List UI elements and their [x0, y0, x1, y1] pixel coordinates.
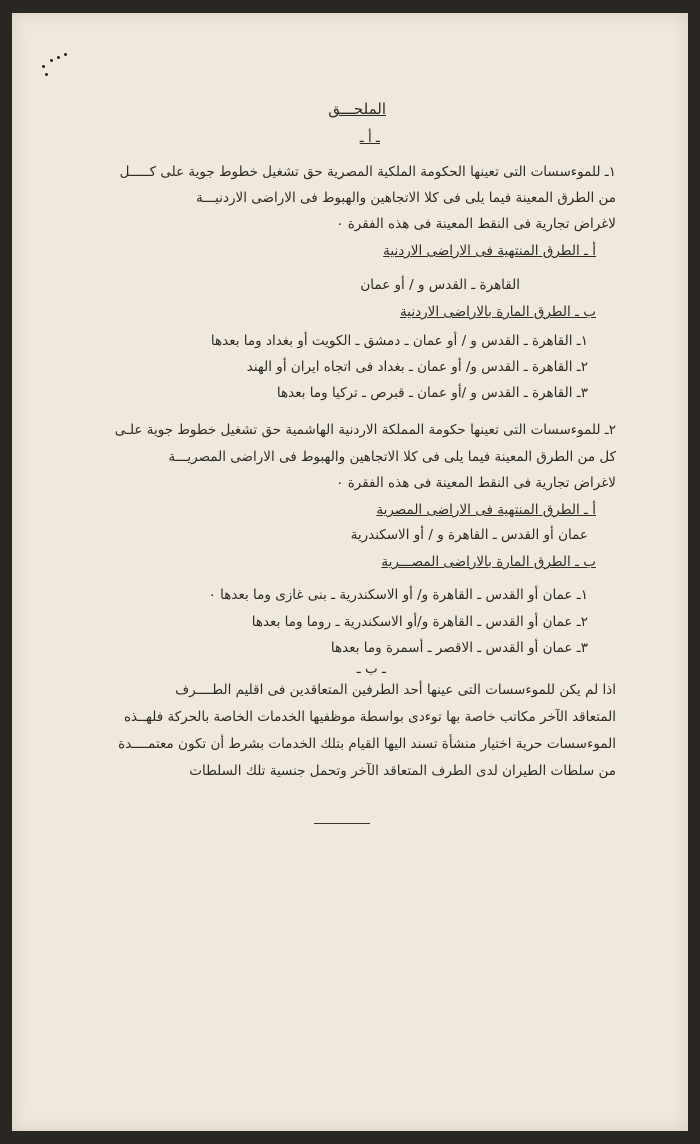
item2-line-2: كل من الطرق المعينة فيما يلى فى كلا الاتجاهين والهبوط فى الاراضى المصريـــة — [168, 449, 616, 465]
item2-route-1: ١ـ عمان أو القدس ـ القاهرة و/ أو الاسكندرية ـ بنى غازى وما بعدها ٠ — [208, 587, 588, 603]
item1-line-2: من الطرق المعينة فيما يلى فى كلا الاتجاهين والهبوط فى الاراضى الاردنيـــة — [196, 190, 616, 206]
item1-sub-a-heading: أ ـ الطرق المنتهية فى الاراضى الاردنية — [383, 243, 596, 259]
item2-line-1: ٢ـ للموءسسات التى تعينها حكومة المملكة الاردنية الهاشمية حق تشغيل خطوط جوية علـى — [114, 422, 616, 438]
section-b-line-4: من سلطات الطيران لدى الطرف المتعاقد الآخر وتحمل جنسية تلك السلطات — [189, 763, 616, 779]
document-page — [12, 13, 688, 1131]
item2-route-3: ٣ـ عمان أو القدس ـ الاقصر ـ أسمرة وما بعدها — [330, 640, 588, 656]
section-b-mark: ـ ب ـ — [356, 661, 386, 677]
section-b-line-3: الموءسسات حرية اختيار منشأة تسند اليها القيام بتلك الخدمات بشرط أن تكون معتمــــدة — [118, 736, 616, 752]
item2-sub-a-heading: أ ـ الطرق المنتهية فى الاراضى المصرية — [376, 502, 596, 518]
item1-route-1: ١ـ القاهرة ـ القدس و / أو عمان ـ دمشق ـ الكويت أو بغداد وما بعدها — [210, 333, 588, 349]
item2-sub-a-route: عمان أو القدس ـ القاهرة و / أو الاسكندرية — [350, 527, 588, 543]
closing-rule — [314, 823, 370, 824]
item1-sub-a-route: القاهرة ـ القدس و / أو عمان — [360, 277, 520, 293]
document-title: الملحـــق — [328, 100, 386, 118]
item2-route-2: ٢ـ عمان أو القدس ـ القاهرة و/أو الاسكندرية ـ روما وما بعدها — [251, 614, 588, 630]
section-a-mark: ـ أ ـ — [359, 130, 380, 146]
section-b-line-1: اذا لم يكن للموءسسات التى عينها أحد الطرفين المتعاقدين فى اقليم الطــــرف — [175, 682, 616, 698]
item1-line-1: ١ـ للموءسسات التى تعينها الحكومة الملكية المصرية حق تشغيل خطوط جوية على كـــــل — [119, 164, 616, 180]
section-b-line-2: المتعاقد الآخر مكاتب خاصة بها توءدى بواسطة موظفيها الخدمات الخاصة بالحركة فلهــذه — [123, 709, 616, 725]
item1-route-3: ٣ـ القاهرة ـ القدس و /أو عمان ـ قبرص ـ تركيا وما بعدها — [276, 385, 588, 401]
item1-line-3: لاغراض تجارية فى النقط المعينة فى هذه الفقرة ٠ — [336, 216, 616, 232]
item2-sub-b-heading: ب ـ الطرق المارة بالاراضى المصـــرية — [381, 554, 596, 570]
item1-route-2: ٢ـ القاهرة ـ القدس و/ أو عمان ـ بغداد فى اتجاه ايران أو الهند — [246, 359, 588, 375]
item2-line-3: لاغراض تجارية فى النقط المعينة فى هذه الفقرة ٠ — [336, 475, 616, 491]
item1-sub-b-heading: ب ـ الطرق المارة بالاراضى الاردنية — [400, 304, 596, 320]
